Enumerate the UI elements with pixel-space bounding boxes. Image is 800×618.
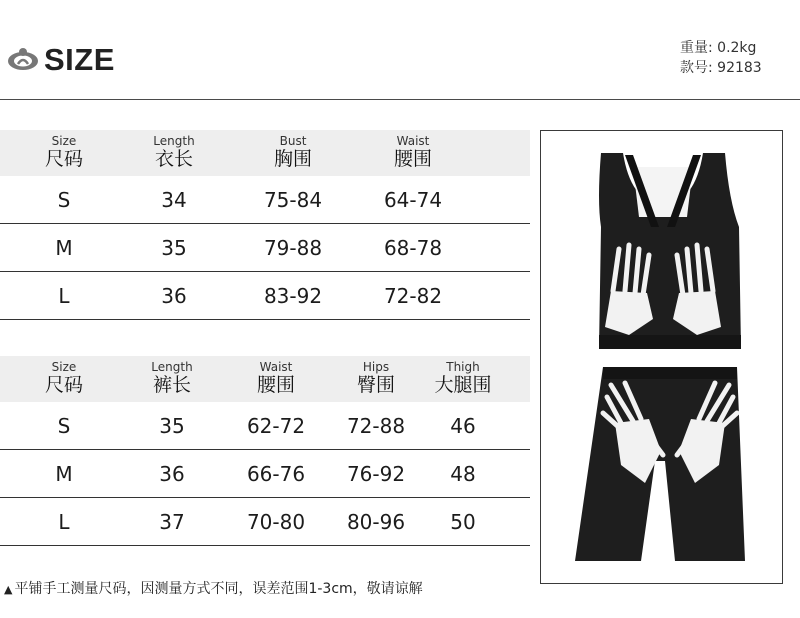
- product-meta: [680, 38, 762, 78]
- column-header-thigh: Thigh 大腿围: [434, 360, 492, 396]
- cell-thigh: 46: [450, 414, 476, 438]
- cell-size: S: [57, 188, 71, 212]
- cell-length: 35: [161, 236, 187, 260]
- cell-length: 36: [161, 284, 187, 308]
- shorts-size-table: [0, 356, 530, 546]
- column-header-bust: Bust 胸围: [273, 134, 313, 170]
- cell-bust: 75-84: [263, 188, 323, 212]
- page-title: SIZE: [44, 42, 115, 77]
- column-header-waist: Waist 腰围: [256, 360, 296, 396]
- table-row: [0, 272, 530, 320]
- cell-length: 36: [159, 462, 185, 486]
- cell-length: 34: [161, 188, 187, 212]
- table-row: [0, 176, 530, 224]
- cell-waist: 68-78: [383, 236, 443, 260]
- product-photo: [540, 130, 783, 584]
- cell-size: L: [58, 510, 70, 534]
- top-size-table: [0, 130, 530, 320]
- measurement-note: ▲ 平铺手工测量尺码，因测量方式不同，误差范围1-3cm，敬请谅解: [4, 581, 423, 597]
- table-row: [0, 498, 530, 546]
- table-header: [0, 356, 530, 402]
- column-header-hips: Hips 臀围: [356, 360, 396, 396]
- triangle-icon: ▲: [4, 583, 13, 596]
- skeleton-hand-outfit-illustration: [541, 131, 783, 584]
- brand-logo-icon: [6, 44, 40, 76]
- cell-waist: 72-82: [383, 284, 443, 308]
- cell-waist: 62-72: [246, 414, 306, 438]
- cell-hips: 80-96: [346, 510, 406, 534]
- cell-size: L: [58, 284, 70, 308]
- cell-size: S: [57, 414, 71, 438]
- column-header-waist: Waist 腰围: [393, 134, 433, 170]
- cell-length: 35: [159, 414, 185, 438]
- cell-size: M: [55, 462, 73, 486]
- cell-bust: 83-92: [263, 284, 323, 308]
- cell-size: M: [55, 236, 73, 260]
- cell-thigh: 48: [450, 462, 476, 486]
- column-header-length: Length 衣长: [153, 134, 195, 170]
- cell-waist: 70-80: [246, 510, 306, 534]
- column-header-size: Size 尺码: [44, 134, 84, 170]
- cell-hips: 72-88: [346, 414, 406, 438]
- weight-text: 重量: 0.2kg: [680, 40, 757, 56]
- style-number-text: 款号: 92183: [680, 60, 762, 76]
- column-header-length: Length 裤长: [151, 360, 193, 396]
- cell-waist: 64-74: [383, 188, 443, 212]
- table-row: [0, 402, 530, 450]
- table-row: [0, 224, 530, 272]
- cell-thigh: 50: [450, 510, 476, 534]
- cell-length: 37: [159, 510, 185, 534]
- header-divider: [0, 99, 800, 100]
- cell-bust: 79-88: [263, 236, 323, 260]
- cell-waist: 66-76: [246, 462, 306, 486]
- table-header: [0, 130, 530, 176]
- table-row: [0, 450, 530, 498]
- column-header-size: Size 尺码: [44, 360, 84, 396]
- cell-hips: 76-92: [346, 462, 406, 486]
